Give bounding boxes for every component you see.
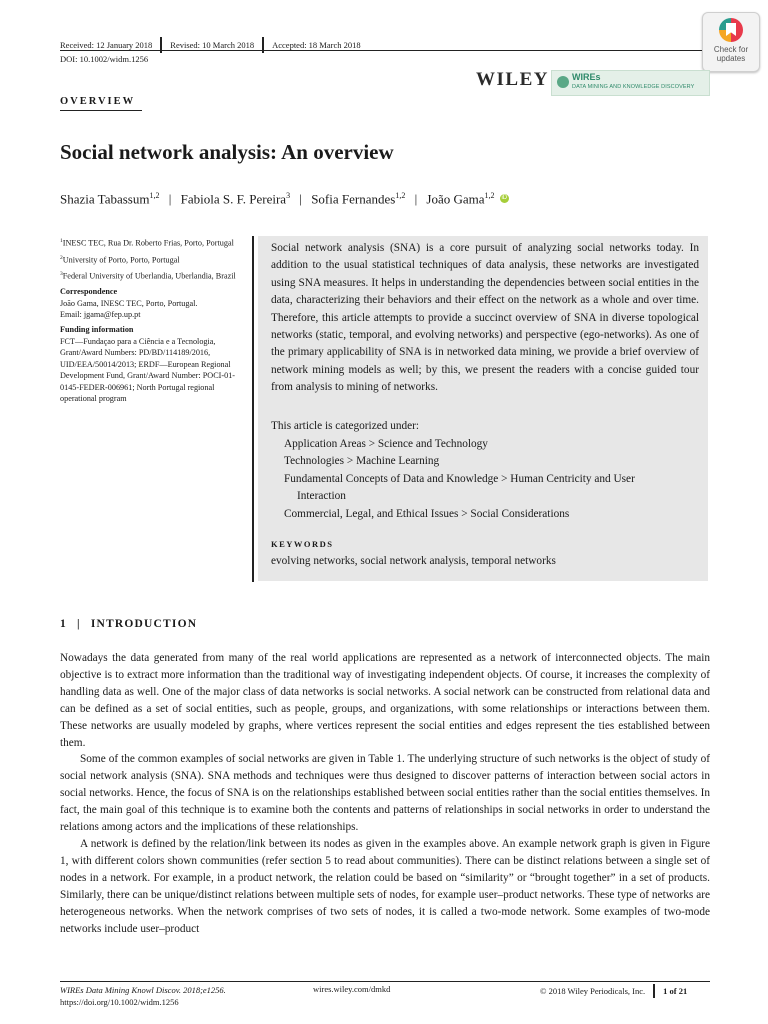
article-title: Social network analysis: An overview — [60, 140, 394, 164]
orcid-icon[interactable]: iD — [501, 195, 508, 202]
journal-logo — [551, 70, 710, 96]
author-name[interactable]: Sofia Fernandes — [311, 191, 396, 207]
category-item: Technologies > Machine Learning — [284, 455, 440, 468]
category-item: Application Areas > Science and Technology — [284, 438, 488, 450]
author-name[interactable]: Fabiola S. F. Pereira — [180, 191, 287, 207]
affiliation-sup: 1 — [60, 238, 63, 244]
categorized-intro: This article is categorized under: — [271, 420, 420, 432]
author-affiliation-sup: 1,2 — [484, 191, 495, 200]
affiliation-sup: 2 — [60, 254, 63, 261]
funding-heading: Funding information — [60, 325, 134, 335]
correspondence-text: João Gama, INESC TEC, Porto, Portugal. — [60, 298, 198, 308]
funding-text: FCT—Fundaçao para a Ciência e a Tecnologia, Grant/Award Numbers: PD/BD/114189/2016, UID/EEA/50014/2013; ERDF—European Regional Development Fund, Grant/Award Number: POCI-01-0145-FEDER-006961; North Portugal regional operational program — [60, 336, 236, 404]
body-paragraph: A network is defined by the relation/link between its nodes as given in the examples above. An example network graph is given in Figure 1, with different colors shown communities (refer section 5 to read about communities). There can be distinct relations between a single set of nodes in a network. For example, in a product network, the relation could be based on “similarity” or “brought together” in a set of products. Similarly, there can be unique/distinct relations between multiple sets of nodes, for example user–product networks. These type of networks are heterogeneous networks. When the network comprises of two sets of nodes, it is called a two-mode network. Some examples of two-mode networks include user–product — [60, 837, 710, 935]
wires-logo-icon — [557, 76, 569, 88]
received-date: Received: 12 January 2018 — [60, 40, 153, 50]
author-name[interactable]: João Gama — [426, 191, 485, 207]
body-paragraph: Some of the common examples of social networks are given in Table 1. The underlying structure of such networks is the object of study of social network analysis (SNA). SNA methods and techniques were thus designed to discover patterns of interaction between social actors in social networks. Hence, the focus of SNA is on the relationships established between social entities rather than the social entities themselves. In fact, the main goal of this technique is to examine both the contents and patterns of relationships in social networks in order to understand the relations among actors and the implications of these relationships. — [60, 753, 710, 834]
keywords-text: evolving networks, social network analysis, temporal networks — [271, 555, 556, 567]
category-item: Fundamental Concepts of Data and Knowledge > Human Centricity and User — [284, 472, 635, 485]
body-paragraph: Nowadays the data generated from many of the real world applications are represented as a network of interconnected objects. The main objective is to extract more information than the traditional way of investigating independent objects. Of course, it increases the complexity of handling data as well. One of the major class of data networks is social networks. A social network can be constructed from relational data and can be defined as a set of social entities, such as people, groups, and organizations, with some relationships or interactions between them. These networks are usually modeled by graphs, where vertices represent the social entities and edges represent the ties established between them. — [60, 652, 710, 749]
header-rule — [60, 50, 710, 51]
badge-line-2: updates — [716, 54, 746, 63]
affiliation-3 — [60, 269, 240, 282]
page-number: 1 of 21 — [663, 986, 688, 996]
author-name[interactable]: Shazia Tabassum — [60, 191, 150, 207]
author-affiliation-sup: 1,2 — [395, 191, 406, 200]
check-for-updates-badge[interactable] — [702, 12, 760, 72]
footer-copyright: © 2018 Wiley Periodicals, Inc. — [540, 986, 646, 996]
section-body — [60, 650, 710, 937]
abstract-text: Social network analysis (SNA) is a core pursuit of analyzing social networks today. In addition to the usual statistical techniques of data analysis, these networks are investigated using SNA measures. It helps in understanding the dependencies between social entities in the data, characterizing their behaviors and their effect on the network as a whole and over time. Therefore, this article attempts to provide a succinct overview of SNA in diverse topological networks (static, temporal, and evolving networks) and perspective (ego-networks). As one of the primary applicability of SNA is in networked data mining, we provide a brief overview of network mining models as well; by this, we present the readers with a concise guided tour from analysis to mining of networks. — [271, 242, 699, 394]
section-number: 1 — [60, 618, 67, 630]
footer-divider — [653, 984, 655, 998]
footer-doi-link[interactable]: https://doi.org/10.1002/widm.1256 — [60, 997, 179, 1007]
affiliation-2 — [60, 253, 240, 266]
category-item: Commercial, Legal, and Ethical Issues > Social Considerations — [284, 507, 570, 520]
affiliation-text: INESC TEC, Rua Dr. Roberto Frias, Porto, Portugal — [62, 238, 234, 248]
footer-citation — [60, 984, 226, 1008]
sidebar-divider — [252, 236, 254, 582]
journal-logo-name: WIREs — [572, 72, 601, 82]
article-type: OVERVIEW — [60, 96, 136, 107]
article-doi: DOI: 10.1002/widm.1256 — [60, 54, 149, 64]
journal-logo-subtitle: DATA MINING AND KNOWLEDGE DISCOVERY — [572, 84, 695, 90]
footer-journal: WIREs Data Mining Knowl Discov. 2018;e1256. — [60, 985, 226, 995]
correspondence-heading: Correspondence — [60, 287, 118, 297]
footer-right — [540, 984, 687, 998]
section-title: INTRODUCTION — [90, 618, 198, 630]
correspondence-email[interactable]: Email: jgama@fep.up.pt — [60, 310, 141, 320]
affiliation-1 — [60, 236, 240, 249]
footer-rule — [60, 981, 710, 982]
author-affiliation-sup: 3 — [286, 191, 291, 200]
section-separator: | — [77, 618, 81, 630]
revised-date: Revised: 10 March 2018 — [170, 40, 255, 50]
publisher-logo: WILEY — [476, 69, 549, 90]
accepted-date: Accepted: 18 March 2018 — [272, 40, 361, 50]
keywords-heading: KEYWORDS — [271, 539, 334, 549]
category-item-continuation: Interaction — [297, 490, 346, 503]
affiliations-panel — [60, 236, 240, 408]
affiliation-text: University of Porto, Porto, Portugal — [62, 255, 180, 265]
author-list — [60, 191, 509, 207]
author-separator: | — [414, 191, 418, 207]
bookmark-icon — [719, 18, 743, 42]
section-heading — [60, 618, 197, 630]
article-type-rule — [60, 110, 142, 111]
category-list — [284, 436, 704, 523]
author-separator: | — [299, 191, 302, 207]
footer-site-link[interactable]: wires.wiley.com/dmkd — [313, 984, 391, 994]
author-affiliation-sup: 1,2 — [149, 191, 160, 200]
author-separator: | — [168, 191, 172, 207]
badge-line-1: Check for — [713, 45, 749, 54]
affiliation-text: Federal University of Uberlandia, Uberlandia, Brazil — [62, 272, 236, 282]
affiliation-sup: 3 — [60, 271, 63, 278]
